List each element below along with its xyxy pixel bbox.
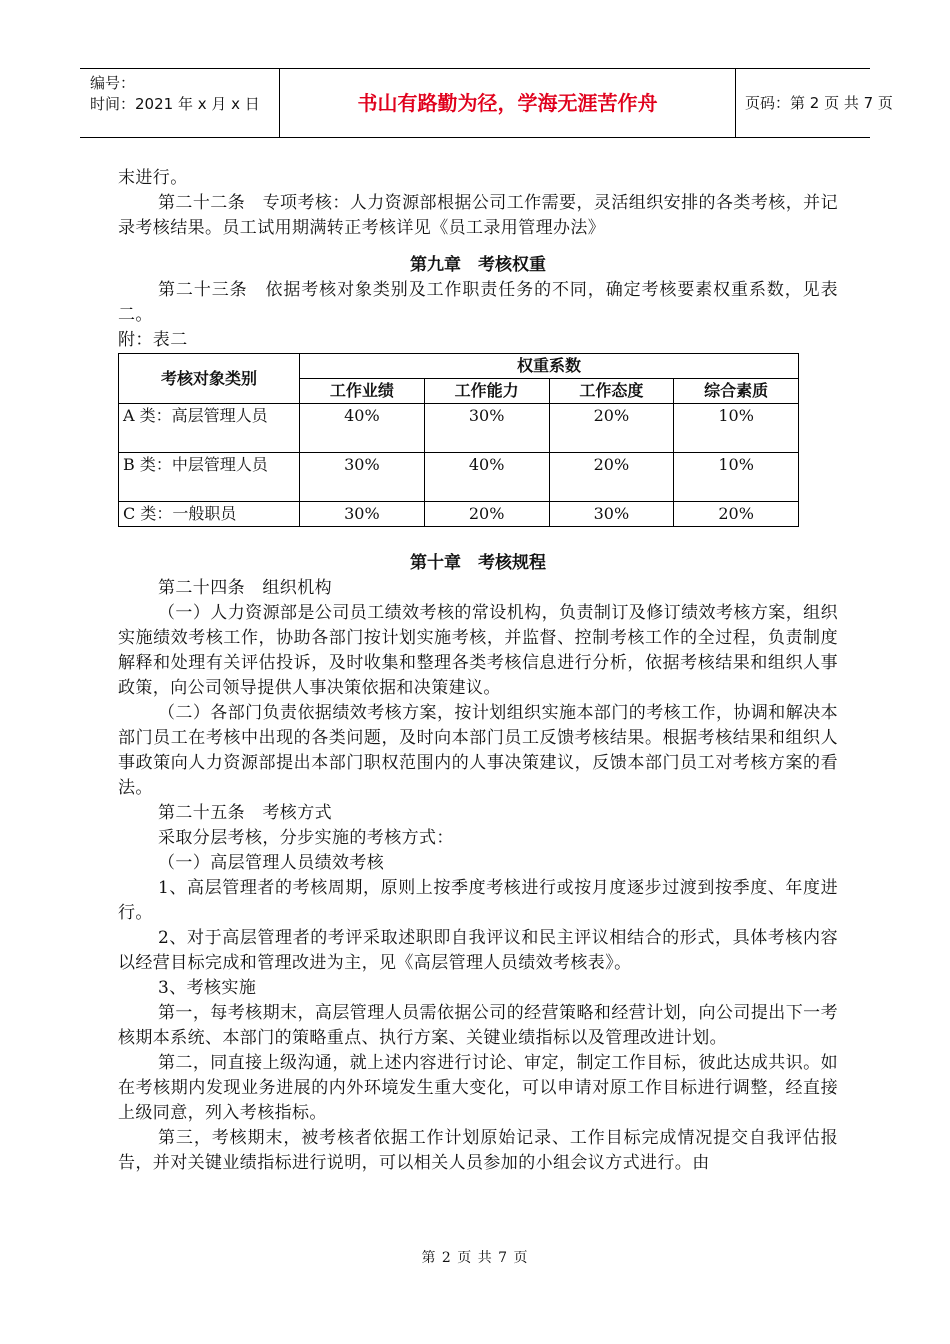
paragraph: 3、考核实施 — [158, 978, 257, 998]
page-footer: 第 2 页 共 7 页 — [421, 1250, 529, 1266]
paragraph: 第二，同直接上级沟通，就上述内容进行讨论、审定，制定工作目标，彼此达成共识。如在考核期内发现业务进展的内外环境发生重大变化，可以申请对原工作目标进行调整，经直接上级同意，列入考核指标。 — [118, 1053, 838, 1123]
table-cell-category: A 类：高层管理人员 — [119, 404, 300, 453]
paragraph: 第三，考核期末，被考核者依据工作计划原始记录、工作目标完成情况提交自我评估报告，并对关键业绩指标进行说明，可以相关人员参加的小组会议方式进行。由 — [118, 1128, 838, 1173]
header-number: 编号： — [90, 74, 136, 92]
table-row — [119, 502, 799, 527]
table-subheader: 工作态度 — [549, 379, 674, 404]
table-subheader: 工作业绩 — [300, 379, 425, 404]
paragraph: 采取分层考核，分步实施的考核方式： — [158, 828, 454, 848]
document-body — [118, 166, 838, 1176]
table-cell: 40% — [300, 404, 425, 453]
table-subheader: 综合素质 — [674, 379, 799, 404]
paragraph: （一）人力资源部是公司员工绩效考核的常设机构，负责制订及修订绩效考核方案，组织实施绩效考核工作，协助各部门按计划实施考核，并监督、控制考核工作的全过程，负责制度解释和处理有关评估投诉，及时收集和整理各类考核信息进行分析，依据考核结果和组织人事政策，向公司领导提供人事决策依据和决策建议。 — [118, 603, 838, 698]
paragraph: 附：表二 — [118, 330, 188, 350]
table-row — [119, 404, 799, 453]
table-cell: 30% — [300, 502, 425, 527]
paragraph: （一）高层管理人员绩效考核 — [158, 853, 385, 873]
weight-table — [118, 353, 799, 527]
paragraph: 第一，每考核期末，高层管理人员需依据公司的经营策略和经营计划，向公司提出下一考核期本系统、本部门的策略重点、执行方案、关键业绩指标以及管理改进计划。 — [118, 1003, 838, 1048]
table-cell: 30% — [300, 453, 425, 502]
paragraph: 第二十四条 组织机构 — [158, 578, 332, 598]
page-header — [80, 68, 893, 138]
table-cell-category: C 类：一般职员 — [119, 502, 300, 527]
table-cell: 10% — [674, 404, 799, 453]
header-page-code: 页码：第 2 页 共 7 页 — [745, 94, 893, 112]
table-cell: 10% — [674, 453, 799, 502]
paragraph: 第二十二条 专项考核：人力资源部根据公司工作需要，灵活组织安排的各类考核，并记录考核结果。员工试用期满转正考核详见《员工录用管理办法》 — [118, 193, 838, 238]
paragraph: 1、高层管理者的考核周期，原则上按季度考核进行或按月度逐步过渡到按季度、年度进行。 — [118, 878, 838, 923]
paragraph: 2、对于高层管理者的考评采取述职即自我评议和民主评议相结合的形式，具体考核内容以经营目标完成和管理改进为主，见《高层管理人员绩效考核表》。 — [118, 928, 838, 973]
table-header-weight: 权重系数 — [300, 354, 799, 379]
table-header-category: 考核对象类别 — [119, 354, 300, 404]
header-time: 时间：2021 年 x 月 x 日 — [90, 95, 260, 113]
paragraph: （二）各部门负责依据绩效考核方案，按计划组织实施本部门的考核工作，协调和解决本部门员工在考核中出现的各类问题，及时向本部门员工反馈考核结果。根据考核结果和组织人事政策向人力资源部提出本部门职权范围内的人事决策建议，反馈本部门员工对考核方案的看法。 — [118, 703, 838, 798]
table-cell: 20% — [549, 404, 674, 453]
table-cell-category: B 类：中层管理人员 — [119, 453, 300, 502]
table-cell: 20% — [424, 502, 549, 527]
table-cell: 40% — [424, 453, 549, 502]
table-cell: 20% — [674, 502, 799, 527]
table-row — [119, 453, 799, 502]
header-motto: 书山有路勤为径，学海无涯苦作舟 — [280, 69, 736, 137]
paragraph: 第二十五条 考核方式 — [158, 803, 332, 823]
table-cell: 30% — [424, 404, 549, 453]
table-cell: 30% — [549, 502, 674, 527]
paragraph: 末进行。 — [118, 168, 188, 188]
table-subheader: 工作能力 — [424, 379, 549, 404]
chapter-heading: 第九章 考核权重 — [410, 255, 546, 275]
table-cell: 20% — [549, 453, 674, 502]
header-meta — [80, 69, 280, 137]
chapter-heading: 第十章 考核规程 — [410, 553, 546, 573]
paragraph: 第二十三条 依据考核对象类别及工作职责任务的不同，确定考核要素权重系数，见表二。 — [118, 280, 838, 325]
